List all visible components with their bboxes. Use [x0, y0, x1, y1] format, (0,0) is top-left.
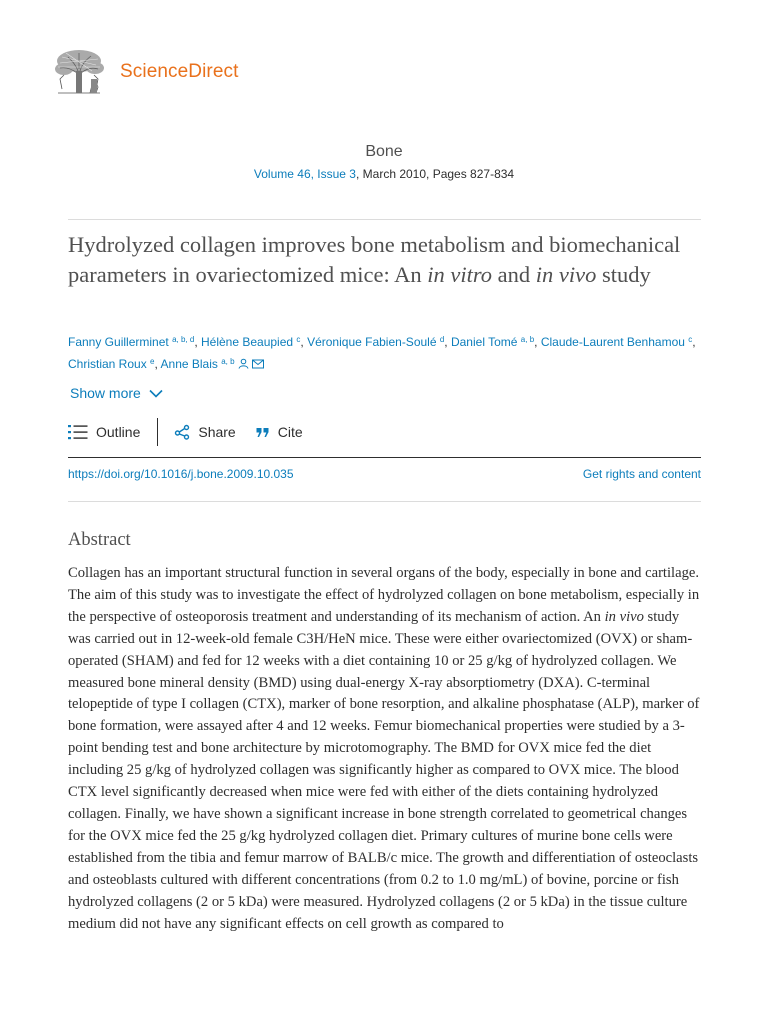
outline-button[interactable] [68, 424, 140, 440]
toolbar-divider [157, 418, 158, 446]
share-label: Share [198, 424, 236, 440]
doi-link[interactable]: https://doi.org/10.1016/j.bone.2009.10.035 [68, 467, 294, 481]
issue-info [0, 167, 768, 181]
doi-rights-row [68, 467, 701, 481]
author-link[interactable]: Daniel Tomé $^{a, b}$ [450, 335, 535, 349]
outline-list-icon [68, 424, 88, 440]
author-list: Fanny Guillerminet $^{a, b, d}$, Hélène Beaupied $^c$, Véronique Fabien-Soulé $^d$, Daniel Tomé $^{a, b}$, Claude-Laurent Benhamou $^c$, Christian Roux $^e$, Anne Blais $^{a, b}$ [68, 332, 708, 376]
cite-label: Cite [277, 424, 303, 440]
share-button[interactable] [174, 424, 235, 440]
journal-title[interactable]: Bone [365, 143, 403, 160]
sciencedirect-logo[interactable] [52, 49, 239, 95]
article-title: Hydrolyzed collagen improves bone metabolism and biomechanical parameters in ovariectomized mice: An in vitro and in vivo study [68, 232, 681, 287]
volume-issue-link[interactable]: Volume 46, Issue 3 [253, 167, 356, 181]
abstract-text: Collagen has an important structural function in several organs of the body, especially in bone and cartilage. The aim of this study was to investigate the effect of hydrolyzed collagen on bone metabolism, especially in the perspective of osteoporosis treatment and understanding of its mechanism of action. An in vivo study was carried out in 12-week-old female C3H/HeN mice. These were either ovariectomized (OVX) or sham-operated (SHAM) and fed for 12 weeks with a diet containing 10 or 25 g/kg of hydrolyzed collagen. We measured bone mineral density (BMD) using dual-energy X-ray absorptiometry (DXA). C-terminal telopeptide of type I collagen (CTX), marker of bone resorption, and alkaline phosphatase (ALP), marker of bone formation, were assayed after 4 and 12 weeks. Femur biomechanical properties were studied by a 3-point bending test and bone architecture by microtomography. The BMD for OVX mice fed the diet including 25 g/kg of hydrolyzed collagen was significantly higher as compared to OVX mice. The blood CTX level significantly decreased when mice were fed with either of the diets containing hydrolyzed collagen. Finally, we have shown a significant increase in bone strength correlated to geometrical changes for the OVX mice fed the 25 g/kg hydrolyzed collagen diet. Primary cultures of murine bone cells were established from the tibia and femur marrow of BALB/c mice. The growth and differentiation of osteoclasts and osteoblasts cultured with different concentrations (from 0.2 to 1.0 mg/mL) of bovine, porcine or fish hydrolyzed collagens (2 or 5 kDa) were measured. Hydrolyzed collagens (2 or 5 kDa) in the tissue culture medium did not have any significant effects on cell growth as compared to [68, 565, 700, 932]
author-link[interactable]: Anne Blais $^{a, b}$ [160, 356, 235, 371]
cite-button[interactable] [256, 424, 303, 440]
author-link[interactable]: Christian Roux $^e$ [68, 356, 155, 371]
get-rights-link[interactable]: Get rights and content [582, 467, 701, 481]
journal-info [0, 143, 768, 181]
person-icon[interactable] [238, 355, 249, 377]
elsevier-tree-logo [52, 49, 106, 95]
author-link[interactable]: Véronique Fabien-Soulé $^d$ [307, 335, 445, 349]
chevron-down-icon [149, 389, 163, 398]
outline-label: Outline [96, 424, 141, 440]
show-more-label: Show more [70, 385, 141, 401]
author-link[interactable]: Hélène Beaupied $^c$ [200, 335, 301, 349]
divider [68, 219, 701, 220]
author-link[interactable]: Claude-Laurent Benhamou $^c$ [540, 335, 693, 349]
issue-date-pages: , March 2010, Pages 827-834 [355, 167, 515, 181]
abstract-heading: Abstract [68, 530, 131, 550]
article-toolbar [68, 418, 303, 446]
show-more-button[interactable] [70, 385, 163, 401]
author-link[interactable]: Fanny Guillerminet $^{a, b, d}$ [68, 335, 195, 349]
envelope-icon[interactable] [252, 355, 264, 377]
divider [68, 501, 701, 502]
sciencedirect-wordmark: ScienceDirect [120, 61, 239, 82]
share-icon [174, 424, 190, 440]
toolbar-divider-line [68, 457, 701, 458]
quote-icon [256, 426, 270, 438]
